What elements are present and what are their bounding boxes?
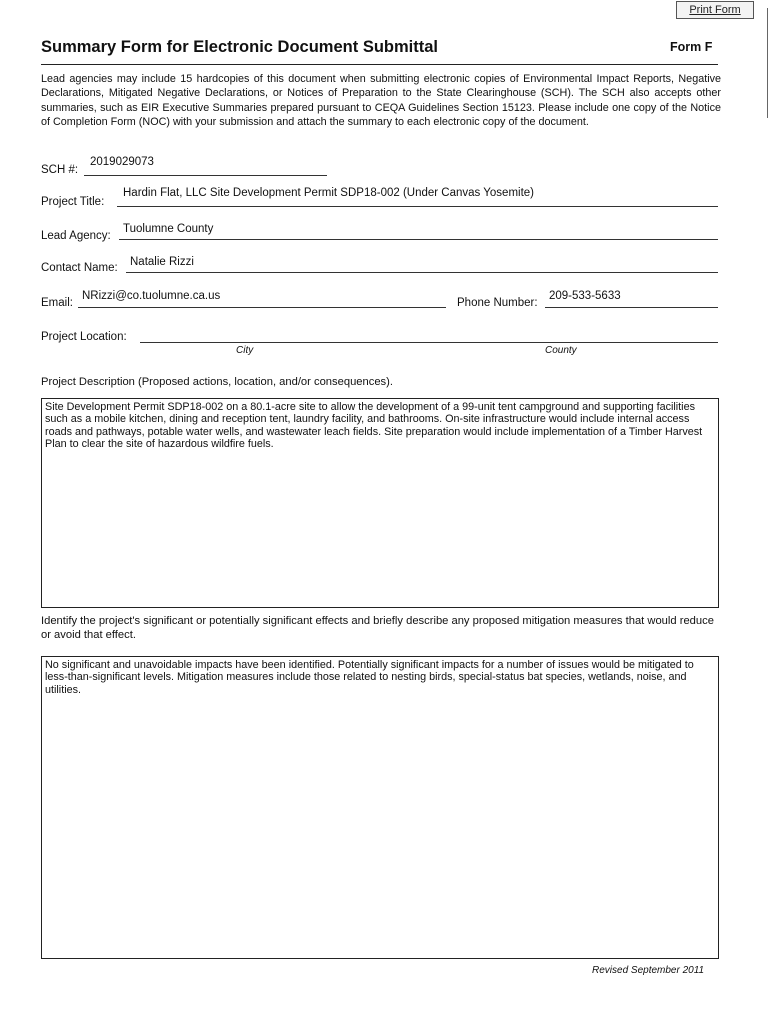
contact-name-value[interactable]: Natalie Rizzi [130,256,194,268]
phone-line [545,307,718,308]
email-line [78,307,446,308]
email-value[interactable]: NRizzi@co.tuolumne.ca.us [82,290,221,302]
project-title-value[interactable]: Hardin Flat, LLC Site Development Permit SDP18-002 (Under Canvas Yosemite) [123,187,534,199]
project-location-label: Project Location: [41,331,127,343]
page-title: Summary Form for Electronic Document Submittal [41,38,438,56]
project-description-text: Site Development Permit SDP18-002 on a 80.1-acre site to allow the development of a 99-unit tent campground and supporting facilities such as a mobile kitchen, dining and reception tent, laundry facility, and bathrooms. On-site infrastructure would include internal access roads and pathways, potable water wells, and wastewater leach fields. Site preparation would include implementation of a Timber Harvest Plan to clear the site of hazardous wildfire fuels. [45,401,703,451]
title-divider [41,64,718,65]
effects-question-label: Identify the project's significant or potentially significant effects and briefly describe any proposed mitigation measures that would reduce or avoid that effect. [41,615,714,642]
project-title-line [117,206,718,207]
lead-agency-line [119,239,718,240]
county-label: County [545,345,577,356]
phone-label: Phone Number: [457,297,538,309]
phone-value[interactable]: 209-533-5633 [549,290,621,302]
sch-line [84,175,327,176]
scan-edge-mark [767,8,768,118]
contact-name-line [126,272,718,273]
revised-date: Revised September 2011 [592,965,705,976]
form-label: Form F [670,40,713,54]
sch-label: SCH #: [41,164,79,176]
project-description-box[interactable] [41,398,719,608]
contact-name-label: Contact Name: [41,262,118,274]
effects-text: No significant and unavoidable impacts have been identified. Potentially significant impacts for a number of issues would be mitigated to less-than-significant levels. Mitigation measures include those related to nesting birds, special-status bat species, wetlands, noise, and utilities. [45,659,694,696]
project-title-label: Project Title: [41,196,105,208]
lead-agency-label: Lead Agency: [41,230,111,242]
effects-box[interactable] [41,656,719,959]
project-location-line [140,342,718,343]
city-label: City [236,345,254,356]
email-label: Email: [41,297,73,309]
intro-paragraph: Lead agencies may include 15 hardcopies of this document when submitting electronic copies of Environmental Impact Reports, Negative Declarations, Mitigated Negative Declarations, or Notices of Preparation to the State Clearinghouse (SCH). The SCH also accepts other summaries, such as EIR Executive Summaries prepared pursuant to CEQA Guidelines Section 15123. Please include one copy of the Notice of Completion Form (NOC) with your submission and attach the summary to each electronic copy of the document. [41,73,721,129]
project-description-label: Project Description (Proposed actions, location, and/or consequences). [41,376,393,388]
print-form-button[interactable]: Print Form [676,1,754,19]
sch-value[interactable]: 2019029073 [90,156,154,168]
lead-agency-value[interactable]: Tuolumne County [123,223,214,235]
